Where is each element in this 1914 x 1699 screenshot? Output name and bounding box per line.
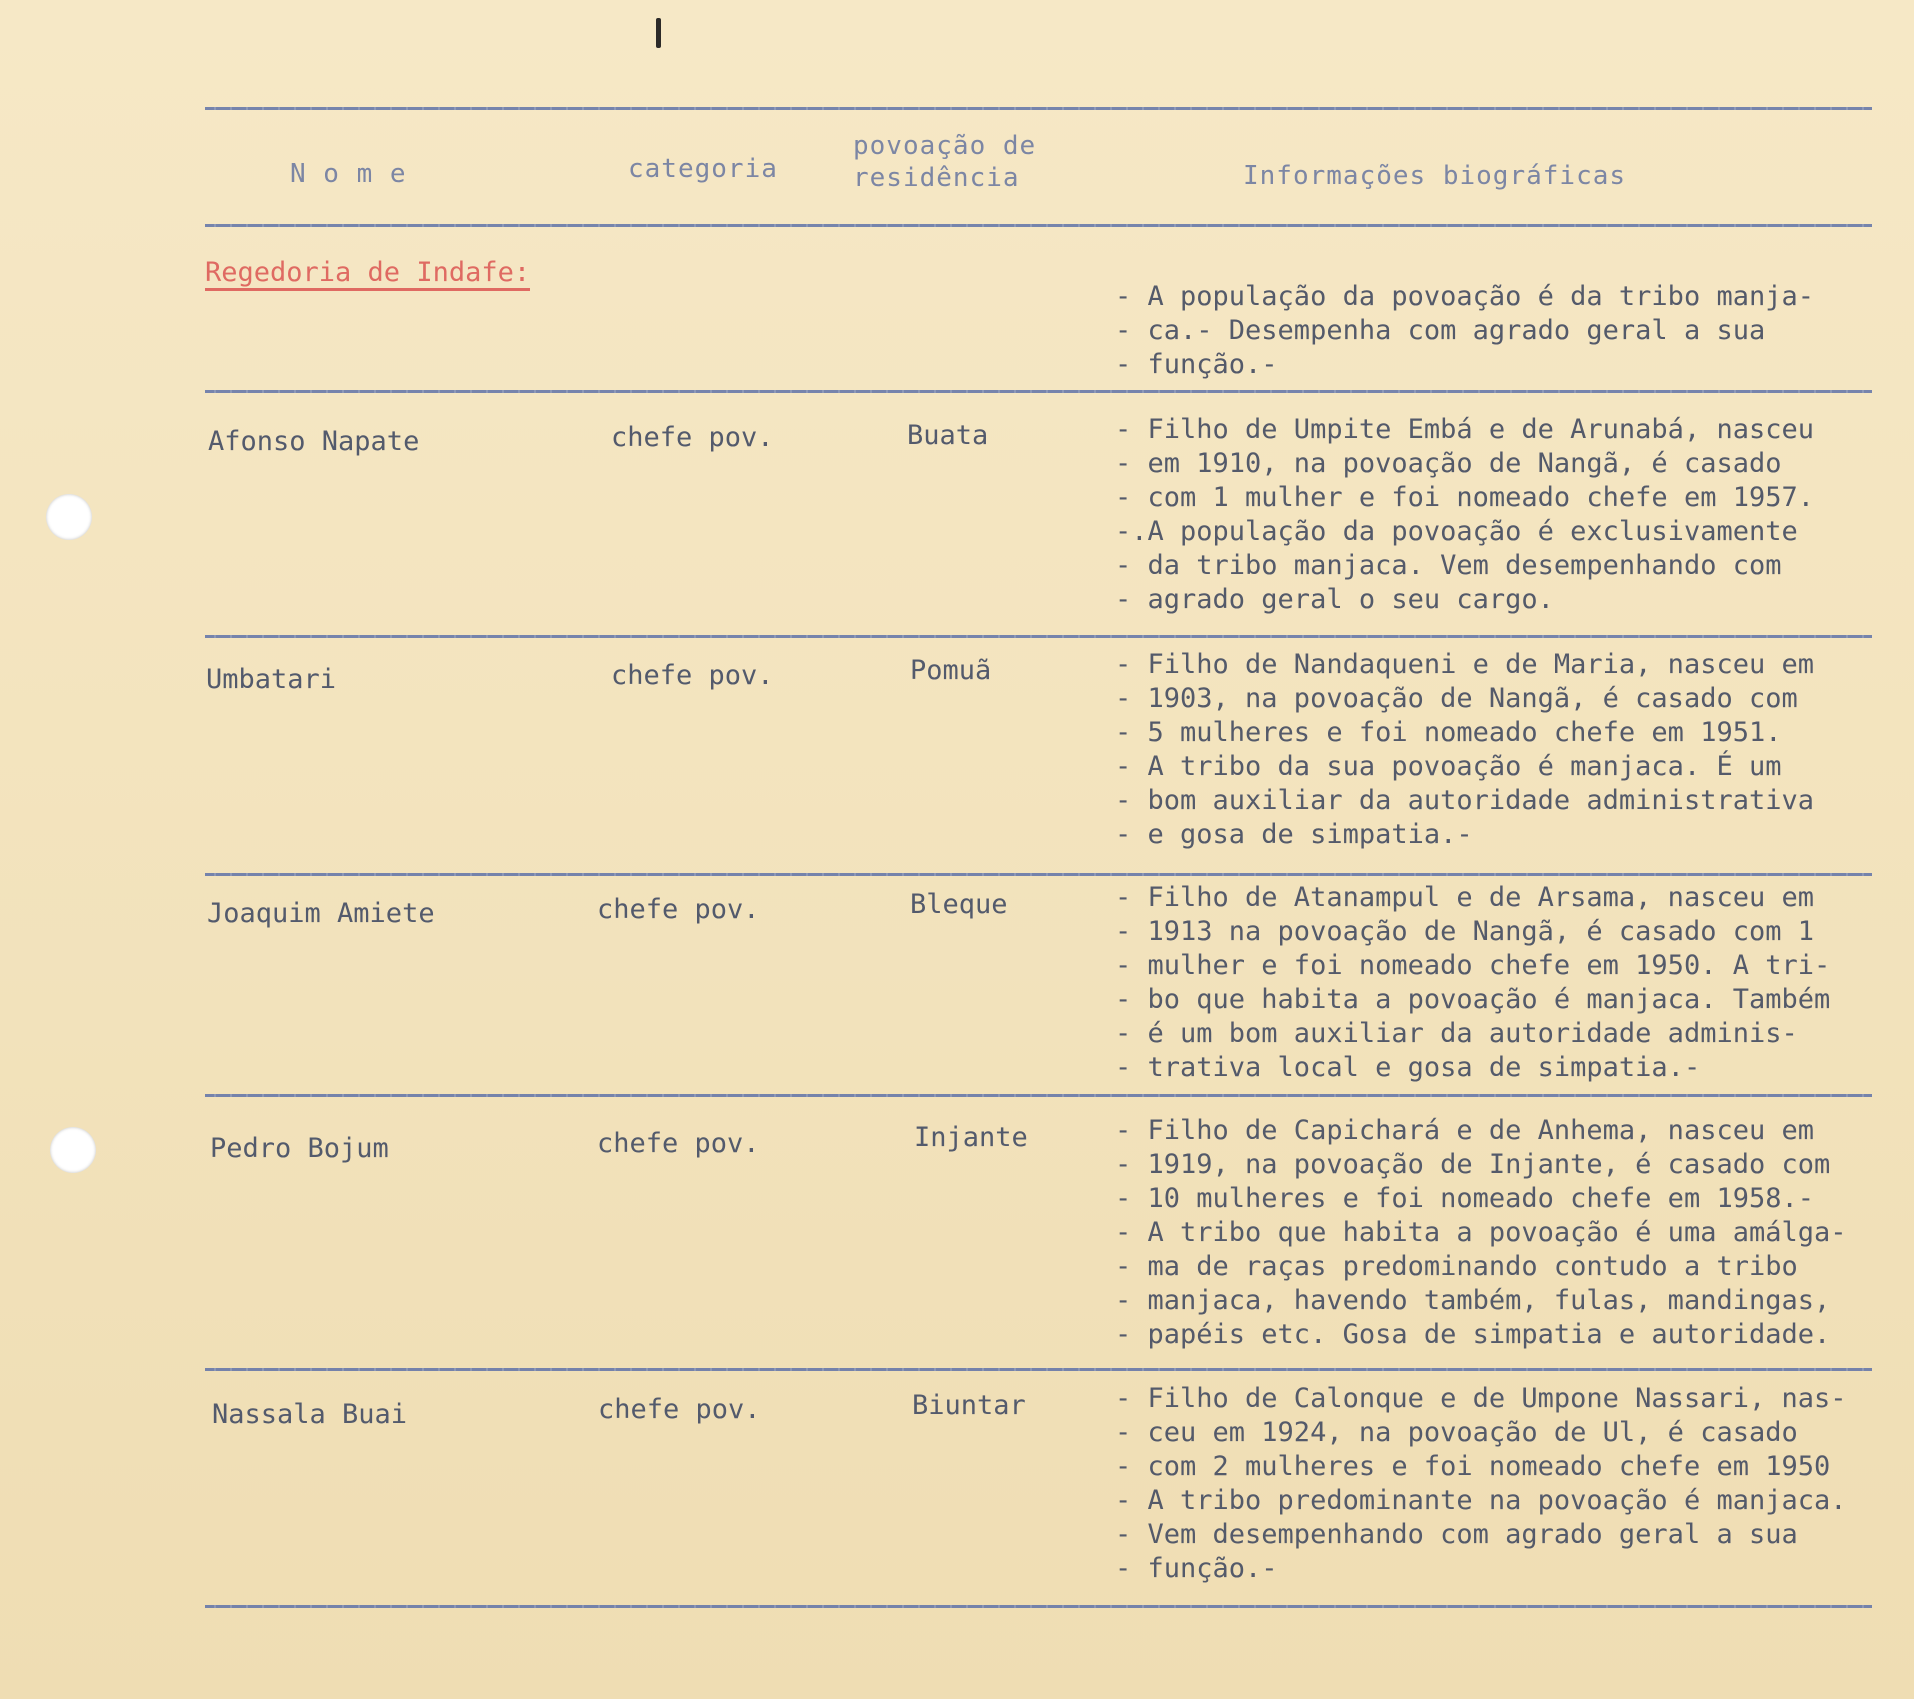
info-line: - ca.- Desempenha com agrado geral a sua [1115, 315, 1766, 346]
info-line: - da tribo manjaca. Vem desempenhando com [1115, 550, 1782, 581]
info-line: - bom auxiliar da autoridade administrativa [1115, 785, 1814, 816]
info-line: - A tribo predominante na povoação é manjaca. [1115, 1485, 1847, 1516]
row-divider [205, 1094, 1872, 1097]
info-line: - Filho de Nandaqueni e de Maria, nasceu em [1115, 649, 1814, 680]
info-line: - 5 mulheres e foi nomeado chefe em 1951. [1115, 717, 1782, 748]
header-bottom-rule [205, 224, 1872, 227]
row-povoacao: Biuntar [912, 1390, 1026, 1421]
row-info [1115, 1382, 1875, 1586]
row-divider [205, 390, 1872, 393]
header-povoacao: povoação de residência [853, 131, 1037, 193]
info-line: - trativa local e gosa de simpatia.- [1115, 1052, 1701, 1083]
row-povoacao: Bleque [910, 889, 1008, 920]
header-info: Informações biográficas [1243, 161, 1627, 191]
row-info [1115, 413, 1875, 617]
info-line: - bo que habita a povoação é manjaca. Também [1115, 984, 1831, 1015]
punch-hole-top [46, 494, 92, 540]
info-line: - A população da povoação é da tribo manja- [1115, 281, 1814, 312]
info-line: - papéis etc. Gosa de simpatia e autoridade. [1115, 1319, 1831, 1350]
info-line: - A tribo da sua povoação é manjaca. É um [1115, 751, 1782, 782]
info-line: - ma de raças predominando contudo a tribo [1115, 1251, 1798, 1282]
row-info [1115, 648, 1875, 852]
info-line: - Filho de Atanampul e de Arsama, nasceu em [1115, 882, 1814, 913]
info-line: - com 1 mulher e foi nomeado chefe em 1957. [1115, 482, 1814, 513]
info-line: - Filho de Calonque e de Umpone Nassari, nas- [1115, 1383, 1847, 1414]
row-divider [205, 1368, 1872, 1371]
row-nome: Afonso Napate [208, 426, 420, 457]
info-line: - agrado geral o seu cargo. [1115, 584, 1554, 615]
section-info [1115, 280, 1875, 382]
header-nome: N o m e [290, 159, 407, 189]
row-povoacao: Injante [914, 1122, 1028, 1153]
row-categoria: chefe pov. [611, 660, 774, 691]
info-line: - 10 mulheres e foi nomeado chefe em 1958.- [1115, 1183, 1814, 1214]
row-categoria: chefe pov. [597, 1128, 760, 1159]
info-line: - A tribo que habita a povoação é uma amálga- [1115, 1217, 1847, 1248]
info-line: - Filho de Umpite Embá e de Arunabá, nasceu [1115, 414, 1814, 445]
row-divider [205, 635, 1872, 638]
info-line: - Filho de Capichará e de Anhema, nasceu em [1115, 1115, 1814, 1146]
info-line: - 1903, na povoação de Nangã, é casado com [1115, 683, 1798, 714]
info-line: - é um bom auxiliar da autoridade adminis- [1115, 1018, 1798, 1049]
row-categoria: chefe pov. [598, 1394, 761, 1425]
row-povoacao: Buata [907, 420, 989, 451]
header-categoria: categoria [628, 154, 778, 184]
row-nome: Nassala Buai [212, 1399, 408, 1430]
info-line: - Vem desempenhando com agrado geral a sua [1115, 1519, 1798, 1550]
row-categoria: chefe pov. [597, 894, 760, 925]
header-top-rule [205, 107, 1872, 110]
info-line: - em 1910, na povoação de Nangã, é casado [1115, 448, 1782, 479]
info-line: -.A população da povoação é exclusivamente [1115, 516, 1798, 547]
row-nome: Pedro Bojum [210, 1133, 389, 1164]
table-bottom-rule [205, 1605, 1872, 1608]
punch-hole-bottom [50, 1127, 96, 1173]
section-title: Regedoria de Indafe: [205, 258, 530, 291]
ink-mark [656, 18, 661, 48]
row-nome: Umbatari [206, 664, 337, 695]
info-line: - manjaca, havendo também, fulas, mandingas, [1115, 1285, 1831, 1316]
row-povoacao: Pomuã [910, 655, 992, 686]
info-line: - mulher e foi nomeado chefe em 1950. A tri- [1115, 950, 1831, 981]
info-line: - ceu em 1924, na povoação de Ul, é casado [1115, 1417, 1798, 1448]
row-info [1115, 1114, 1875, 1352]
row-nome: Joaquim Amiete [207, 898, 435, 929]
info-line: - função.- [1115, 349, 1278, 380]
row-categoria: chefe pov. [611, 422, 774, 453]
info-line: - função.- [1115, 1553, 1278, 1584]
info-line: - 1919, na povoação de Injante, é casado com [1115, 1149, 1831, 1180]
info-line: - com 2 mulheres e foi nomeado chefe em 1950 [1115, 1451, 1831, 1482]
row-info [1115, 881, 1875, 1085]
info-line: - e gosa de simpatia.- [1115, 819, 1473, 850]
row-divider [205, 873, 1872, 876]
info-line: - 1913 na povoação de Nangã, é casado com 1 [1115, 916, 1814, 947]
